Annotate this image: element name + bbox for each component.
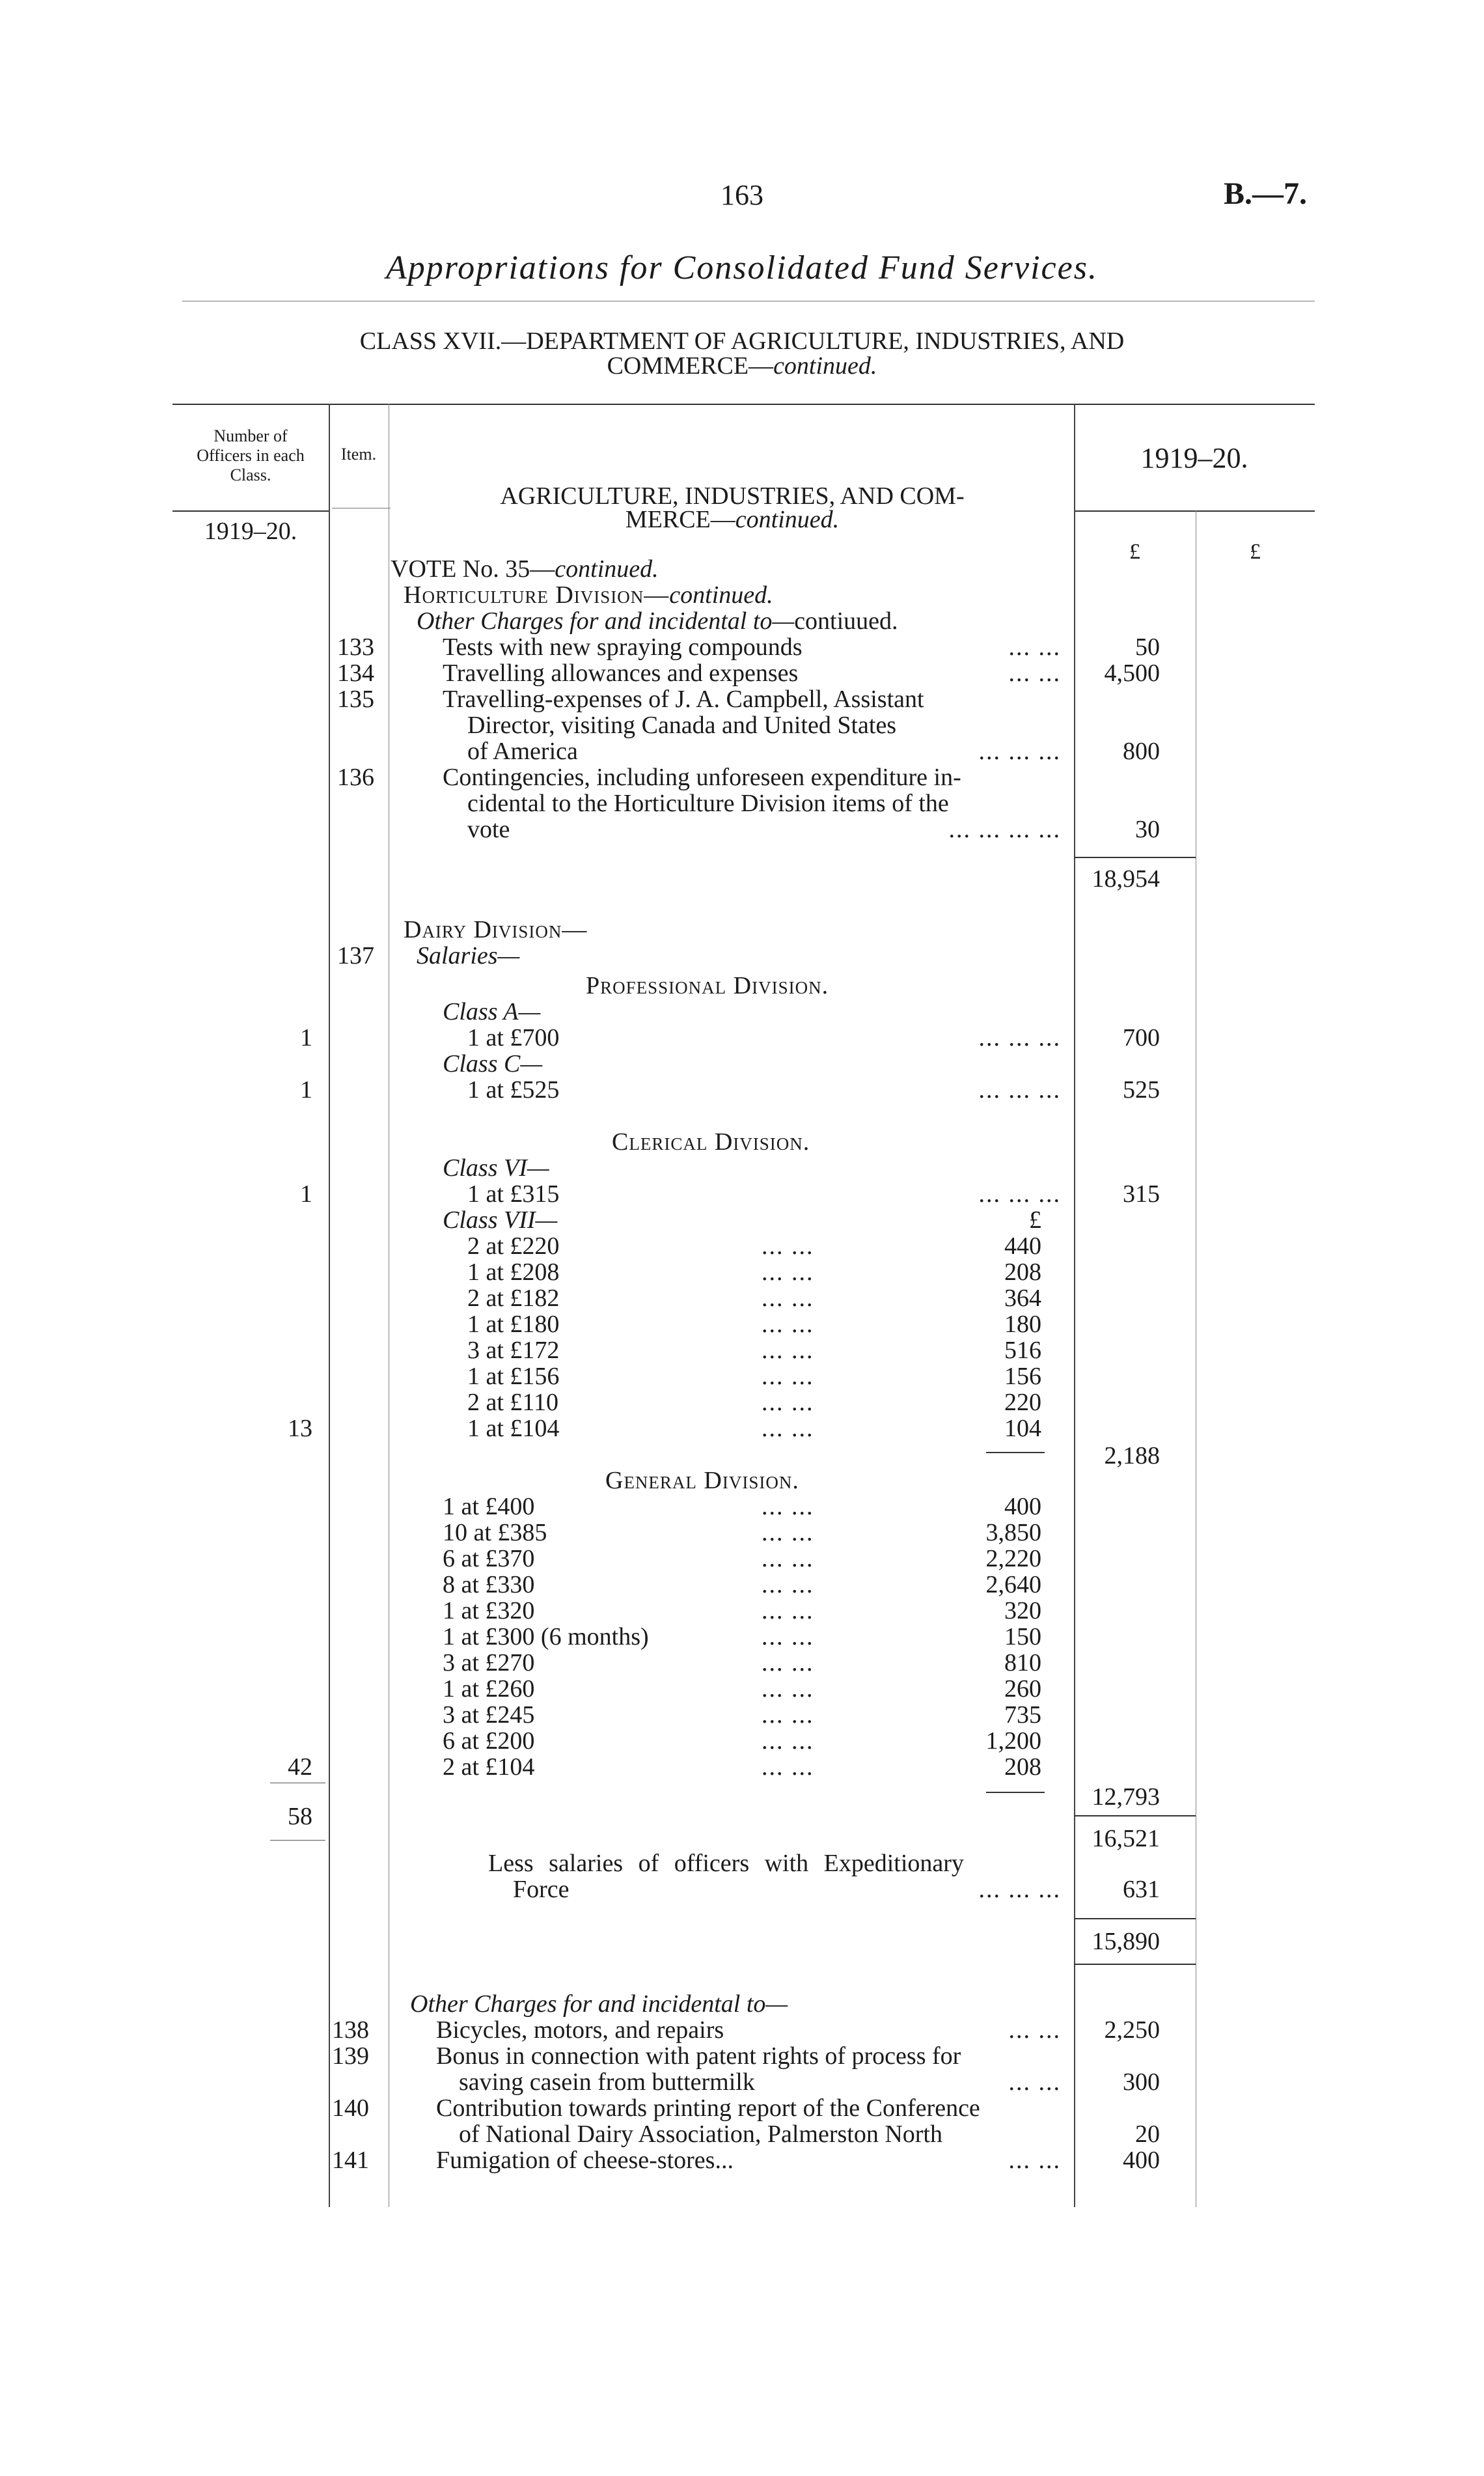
net-salaries: 15,890 <box>1092 1928 1160 1955</box>
class-a-label: Class A— <box>443 998 541 1025</box>
general-division-heading: General Division. <box>605 1467 799 1494</box>
salary-line: 2 at £104 <box>443 1753 535 1781</box>
item-amount: 400 <box>1123 2147 1160 2174</box>
salary-amount: 440 <box>1004 1232 1041 1260</box>
section-heading-line2 <box>391 507 1074 533</box>
leader-dots: ... ... <box>762 1623 814 1650</box>
item-number: 139 <box>332 2042 369 2070</box>
pound-sign-col1: £ <box>1129 540 1140 564</box>
vote-line <box>391 556 659 582</box>
leader-dots: ... ... <box>762 1389 814 1416</box>
item-number: 141 <box>332 2147 369 2174</box>
salary-line: 3 at £245 <box>443 1701 535 1729</box>
salary-line: 1 at £260 <box>443 1675 535 1703</box>
item-description-line2: saving casein from buttermilk <box>459 2068 755 2096</box>
total-rule <box>1074 857 1196 858</box>
item-number: 136 <box>337 764 374 791</box>
clerical-division-heading: Clerical Division. <box>612 1128 810 1156</box>
page-number: 163 <box>721 179 763 211</box>
leader-dots: ... ... ... <box>978 1076 1061 1104</box>
horticulture-other-charges-cont: contiuued. <box>794 607 898 635</box>
officers-header-line2: Officers in each <box>197 446 305 465</box>
leader-dots: ... ... <box>762 1727 814 1755</box>
salary-amount: 516 <box>1004 1337 1041 1364</box>
amount-header-rule <box>1074 510 1315 512</box>
leader-dots: ... ... ... <box>978 1876 1061 1903</box>
dairy-other-charges-heading: Other Charges for and incidental to— <box>410 1990 788 2018</box>
subtotal-dash <box>986 1792 1045 1793</box>
salary-line: 1 at £400 <box>443 1493 535 1520</box>
salary-amount: 2,640 <box>985 1571 1041 1598</box>
horticulture-heading-main: Horticulture Division— <box>404 581 670 609</box>
salary-line: 1 at £700 <box>467 1024 560 1051</box>
salary-amount: 315 <box>1123 1180 1160 1208</box>
vote-line-cont: continued. <box>555 555 659 583</box>
item-amount: 300 <box>1123 2068 1160 2096</box>
horticulture-heading-cont: continued. <box>669 581 773 609</box>
total-rule <box>1074 1918 1196 1919</box>
salary-amount: 1,200 <box>985 1727 1041 1755</box>
item-amount: 20 <box>1135 2121 1160 2148</box>
leader-dots: ... ... <box>762 1493 814 1520</box>
salary-line: 1 at £104 <box>467 1415 560 1442</box>
class-c-label: Class C— <box>443 1050 543 1078</box>
horticulture-total: 18,954 <box>1092 865 1160 893</box>
salary-line: 2 at £182 <box>467 1285 560 1312</box>
officers-total-rule <box>270 1840 325 1841</box>
officer-count: 13 <box>288 1415 312 1442</box>
salary-line: 6 at £200 <box>443 1727 535 1755</box>
salary-line: 8 at £330 <box>443 1571 535 1598</box>
leader-dots: ... ... <box>762 1649 814 1676</box>
leader-dots: ... ... <box>762 1285 814 1312</box>
leader-dots: ... ... <box>762 1571 814 1598</box>
officers-header-line1: Number of <box>213 426 288 445</box>
leader-dots: ... ... ... <box>978 1024 1061 1051</box>
class-heading-line2 <box>247 352 1237 380</box>
class-heading-line2-cont: continued. <box>773 352 877 380</box>
section-heading-line2-cont: continued. <box>735 506 840 533</box>
salary-line: 3 at £172 <box>467 1337 560 1364</box>
leader-dots: ... ... <box>762 1519 814 1546</box>
item-amount: 30 <box>1135 816 1160 843</box>
item-description-line2: cidental to the Horticulture Division items of the <box>467 790 949 817</box>
salary-line: 6 at £370 <box>443 1545 535 1572</box>
salary-amount: 735 <box>1004 1701 1041 1729</box>
item-description: Bicycles, motors, and repairs <box>436 2016 724 2044</box>
table-top-rule <box>172 404 1315 405</box>
officers-year-label: 1919–20. <box>204 518 297 545</box>
salary-line: 2 at £220 <box>467 1232 560 1260</box>
item-description-line3: vote <box>467 816 510 843</box>
total-officers: 58 <box>288 1803 312 1830</box>
page-title: Appropriations for Consolidated Fund Services. <box>386 249 1098 286</box>
leader-dots: ... ... <box>762 1753 814 1781</box>
leader-dots: ... ... <box>762 1415 814 1442</box>
leader-dots: ... ... <box>762 1675 814 1703</box>
item-number: 135 <box>337 686 374 713</box>
pound-sign-col2: £ <box>1250 540 1261 564</box>
item-description-line2: Director, visiting Canada and United States <box>467 712 897 739</box>
document-reference: B.—7. <box>1224 176 1308 211</box>
item-description-line1: Contribution towards printing report of the Conference <box>436 2094 980 2122</box>
officers-column-header <box>172 426 329 485</box>
salary-amount: 320 <box>1004 1597 1041 1624</box>
leader-dots: ... ... <box>1008 2016 1061 2044</box>
col1-header-rule <box>172 510 329 512</box>
salary-amount: 104 <box>1004 1415 1041 1442</box>
item-number: 134 <box>337 660 374 687</box>
salary-line: 1 at £208 <box>467 1259 560 1286</box>
item-number: 138 <box>332 2016 369 2044</box>
salary-amount: 525 <box>1123 1076 1160 1104</box>
salaries-subtotal: 16,521 <box>1092 1825 1160 1852</box>
salary-line: 2 at £110 <box>467 1389 559 1416</box>
salary-line: 1 at £315 <box>467 1180 560 1208</box>
salary-amount: 260 <box>1004 1675 1041 1703</box>
salary-line: 1 at £300 (6 months) <box>443 1623 649 1650</box>
horticulture-other-charges-main: Other Charges for and incidental to— <box>417 607 795 635</box>
salary-amount: 150 <box>1004 1623 1041 1650</box>
officer-count: 42 <box>288 1753 312 1781</box>
item-number: 140 <box>332 2094 369 2122</box>
item-description-line1: Bonus in connection with patent rights of process for <box>436 2042 961 2070</box>
item-amount: 2,250 <box>1104 2016 1160 2044</box>
section-heading-line2-main: MERCE— <box>625 506 735 533</box>
item-amount: 800 <box>1123 738 1160 765</box>
class-vii-pound: £ <box>1029 1206 1041 1234</box>
item-amount: 50 <box>1135 633 1160 661</box>
leader-dots: ... ... <box>762 1363 814 1390</box>
class-vi-label: Class VI— <box>443 1154 549 1182</box>
class-vii-total: 2,188 <box>1104 1442 1160 1469</box>
class-vii-label: Class VII— <box>443 1206 558 1234</box>
dairy-salaries-label: Salaries— <box>417 942 520 969</box>
salary-line: 1 at £320 <box>443 1597 535 1624</box>
salary-amount: 364 <box>1004 1285 1041 1312</box>
less-amount: 631 <box>1123 1876 1160 1903</box>
col1-divider <box>329 404 330 2207</box>
leader-dots: ... ... <box>762 1232 814 1260</box>
leader-dots: ... ... ... ... <box>948 816 1061 843</box>
class-heading-line2-main: COMMERCE— <box>607 352 774 380</box>
salary-amount: 700 <box>1123 1024 1160 1051</box>
class-heading-line1: CLASS XVII.—DEPARTMENT OF AGRICULTURE, INDUSTRIES, AND <box>359 327 1125 355</box>
leader-dots: ... ... <box>762 1701 814 1729</box>
total-rule <box>1074 1815 1196 1816</box>
salary-line: 10 at £385 <box>443 1519 547 1546</box>
total-rule <box>1074 1964 1196 1965</box>
salary-amount: 208 <box>1004 1753 1041 1781</box>
leader-dots: ... ... <box>1008 660 1061 687</box>
less-expeditionary-line1: Less salaries of officers with Expeditionary <box>488 1850 964 1877</box>
leader-dots: ... ... <box>1008 2068 1061 2096</box>
leader-dots: ... ... <box>762 1597 814 1624</box>
leader-dots: ... ... <box>762 1337 814 1364</box>
item-column-header: Item. <box>340 445 377 464</box>
officer-count: 1 <box>300 1024 312 1051</box>
subtotal-dash <box>986 1452 1045 1453</box>
leader-dots: ... ... <box>762 1259 814 1286</box>
salary-amount: 3,850 <box>985 1519 1041 1546</box>
salary-amount: 2,220 <box>985 1545 1041 1572</box>
item-description-line2: of National Dairy Association, Palmerston North <box>459 2121 942 2148</box>
item-description-line3: of America <box>467 738 578 765</box>
leader-dots: ... ... <box>1008 2147 1061 2174</box>
item-number: 133 <box>337 633 374 661</box>
horticulture-other-charges <box>417 608 898 634</box>
section-heading-line1: AGRICULTURE, INDUSTRIES, AND COM- <box>500 482 965 510</box>
leader-dots: ... ... <box>762 1311 814 1338</box>
leader-dots: ... ... <box>762 1545 814 1572</box>
officer-count: 1 <box>300 1076 312 1104</box>
salary-amount: 400 <box>1004 1493 1041 1520</box>
officer-count: 1 <box>300 1180 312 1208</box>
dairy-item-number: 137 <box>337 942 374 969</box>
salary-line: 1 at £525 <box>467 1076 560 1104</box>
leader-dots: ... ... ... <box>978 1180 1061 1208</box>
item-amount: 4,500 <box>1104 660 1160 687</box>
salary-amount: 180 <box>1004 1311 1041 1338</box>
leader-dots: ... ... ... <box>978 738 1061 765</box>
item-description-line1: Contingencies, including unforeseen expenditure in- <box>443 764 961 791</box>
general-total: 12,793 <box>1092 1783 1160 1811</box>
salary-amount: 810 <box>1004 1649 1041 1676</box>
amount-year-header: 1919–20. <box>1140 442 1248 474</box>
dairy-heading: Dairy Division— <box>404 916 588 943</box>
item-description: Fumigation of cheese-stores... <box>436 2147 734 2174</box>
item-description: Travelling allowances and expenses <box>443 660 799 687</box>
officers-header-line3: Class. <box>230 466 271 484</box>
item-description-line1: Travelling-expenses of J. A. Campbell, Assistant <box>443 686 924 713</box>
vote-line-main: VOTE No. 35— <box>391 555 555 583</box>
salary-line: 1 at £156 <box>467 1363 560 1390</box>
horticulture-heading <box>404 582 773 608</box>
professional-division-heading: Professional Division. <box>586 972 829 999</box>
salary-amount: 208 <box>1004 1259 1041 1286</box>
leader-dots: ... ... <box>1008 633 1061 661</box>
salary-line: 3 at £270 <box>443 1649 535 1676</box>
salary-line: 1 at £180 <box>467 1311 560 1338</box>
item-description: Tests with new spraying compounds <box>443 633 803 661</box>
salary-amount: 156 <box>1004 1363 1041 1390</box>
salary-amount: 220 <box>1004 1389 1041 1416</box>
less-expeditionary-line2: Force <box>513 1876 570 1903</box>
